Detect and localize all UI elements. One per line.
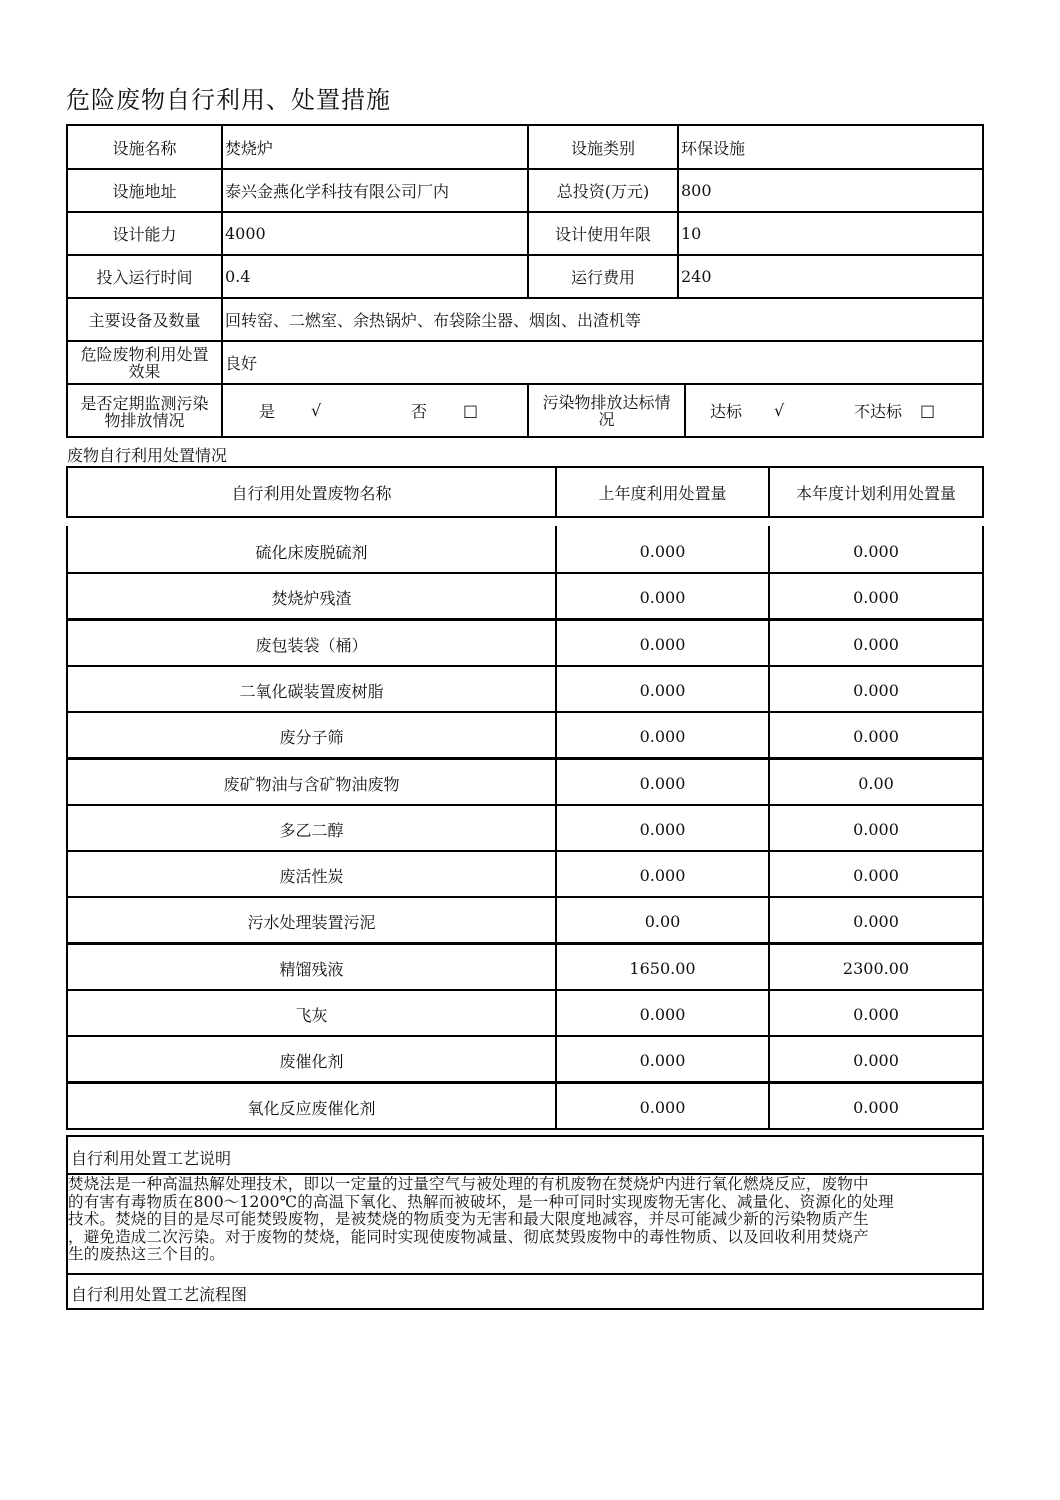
plan-amount-cell: 0.000 — [853, 634, 899, 654]
capacity-label: 设计能力 — [112, 225, 177, 244]
waste-name-cell: 精馏残液 — [279, 959, 344, 979]
waste-name-cell: 废催化剂 — [279, 1051, 344, 1071]
plan-amount-cell: 0.000 — [853, 819, 899, 839]
last-year-amount-cell: 0.00 — [644, 911, 681, 931]
waste-name-cell: 废包装袋（桶） — [255, 635, 368, 655]
plan-amount-cell: 0.000 — [853, 1097, 899, 1117]
plan-amount-cell: 0.000 — [853, 1004, 899, 1024]
last-year-amount-cell: 0.000 — [639, 865, 686, 885]
facility-address-value: 泰兴金燕化学科技有限公司厂内 — [225, 182, 450, 201]
process-line: ，避免造成二次污染。对于废物的焚烧，能同时实现使废物减量、彻底焚毁废物中的毒性物质、以及回收利用焚烧产 — [68, 1227, 869, 1246]
process-flow-label: 自行利用处置工艺流程图 — [71, 1285, 248, 1304]
process-line: 的有害有毒物质在800～1200℃的高温下氧化、热解而被破坏，是一种可同时实现废物无害化、减量化、资源化的处理 — [68, 1192, 894, 1211]
monitor-yes-check: √ — [311, 401, 322, 420]
process-description-text — [68, 1176, 980, 1264]
plan-amount-cell: 0.000 — [853, 541, 899, 561]
cost-value: 240 — [681, 267, 712, 286]
monitor-no-checkbox: □ — [463, 401, 479, 420]
last-year-amount-cell: 0.000 — [639, 541, 686, 561]
facility-address-label: 设施地址 — [112, 182, 177, 201]
start-time-label: 投入运行时间 — [96, 268, 193, 287]
last-year-amount-cell: 0.000 — [639, 634, 686, 654]
monitor-label-line1: 是否定期监测污染 — [80, 393, 209, 413]
last-year-amount-cell: 1650.00 — [629, 958, 696, 978]
process-line: 技术。焚烧的目的是尽可能焚毁废物，是被焚烧的物质变为无害和最大限度地减容，并尽可能减少新的污染物质产生 — [68, 1210, 869, 1228]
capacity-value: 4000 — [225, 224, 266, 243]
waste-name-cell: 二氧化碳装置废树脂 — [239, 681, 384, 701]
waste-name-cell: 硫化床废脱硫剂 — [255, 542, 368, 562]
standard-yes-label: 达标 — [710, 402, 743, 421]
standard-yes-check: √ — [774, 401, 785, 420]
waste-name-cell: 污水处理装置污泥 — [247, 912, 376, 932]
monitor-options — [223, 385, 527, 436]
process-line: 生的废热这三个目的。 — [68, 1245, 226, 1263]
last-year-amount-cell: 0.000 — [639, 680, 686, 700]
effect-value: 良好 — [225, 354, 258, 373]
plan-amount-cell: 0.000 — [853, 1050, 899, 1070]
standard-no-checkbox: □ — [920, 401, 936, 420]
last-year-amount-cell: 0.000 — [639, 1050, 686, 1070]
page-title: 危险废物自行利用、处置措施 — [66, 86, 391, 114]
waste-name-cell: 废活性炭 — [279, 866, 344, 886]
last-year-amount-cell: 0.000 — [639, 1097, 686, 1117]
plan-amount-cell: 0.000 — [853, 911, 899, 931]
plan-amount-cell: 0.000 — [853, 726, 899, 746]
standard-label — [529, 385, 684, 436]
usage-section-label: 废物自行利用处置情况 — [67, 446, 228, 465]
lifetime-value: 10 — [681, 224, 702, 243]
last-year-amount-cell: 0.000 — [639, 726, 686, 746]
waste-header-name: 自行利用处置废物名称 — [231, 483, 392, 503]
facility-name-value: 焚烧炉 — [225, 138, 274, 158]
process-description-label: 自行利用处置工艺说明 — [71, 1149, 232, 1168]
cost-label: 运行费用 — [570, 268, 635, 287]
investment-value: 800 — [681, 181, 712, 200]
effect-label — [68, 342, 221, 383]
monitor-no-label: 否 — [411, 402, 428, 421]
facility-name-label: 设施名称 — [112, 138, 177, 158]
plan-amount-cell: 0.000 — [853, 865, 899, 885]
effect-label-line2: 效果 — [128, 361, 161, 381]
equipment-value: 回转窑、二燃室、余热锅炉、布袋除尘器、烟囱、出渣机等 — [225, 311, 642, 330]
waste-name-cell: 焚烧炉残渣 — [271, 588, 352, 608]
effect-label-line1: 危险废物利用处置 — [80, 344, 209, 364]
standard-no-label: 不达标 — [854, 402, 903, 421]
waste-header-plan: 本年度计划利用处置量 — [795, 483, 956, 503]
last-year-amount-cell: 0.000 — [639, 819, 686, 839]
waste-header-last-year: 上年度利用处置量 — [598, 483, 727, 503]
facility-type-value: 环保设施 — [681, 138, 746, 158]
last-year-amount-cell: 0.000 — [639, 773, 686, 793]
standard-options — [686, 385, 982, 436]
plan-amount-cell: 0.000 — [853, 587, 899, 607]
facility-type-label: 设施类别 — [570, 138, 635, 158]
waste-name-cell: 多乙二醇 — [279, 820, 344, 840]
waste-name-cell: 氧化反应废催化剂 — [247, 1098, 376, 1118]
waste-name-cell: 废分子筛 — [279, 727, 344, 747]
plan-amount-cell: 2300.00 — [842, 958, 910, 978]
monitor-label — [68, 385, 221, 438]
process-line: 焚烧法是一种高温热解处理技术，即以一定量的过量空气与被处理的有机废物在焚烧炉内进行氧化燃烧反应，废物中 — [68, 1175, 869, 1193]
lifetime-label: 设计使用年限 — [554, 225, 651, 244]
last-year-amount-cell: 0.000 — [639, 1004, 686, 1024]
plan-amount-cell: 0.00 — [858, 773, 894, 793]
waste-name-cell: 飞灰 — [295, 1005, 328, 1025]
start-time-value: 0.4 — [225, 267, 251, 286]
investment-label: 总投资(万元) — [556, 182, 650, 201]
monitor-yes-label: 是 — [259, 402, 276, 421]
plan-amount-cell: 0.000 — [853, 680, 899, 700]
monitor-label-line2: 物排放情况 — [104, 410, 185, 430]
last-year-amount-cell: 0.000 — [639, 587, 686, 607]
equipment-label: 主要设备及数量 — [88, 311, 201, 330]
standard-label-line1: 污染物排放达标情 — [542, 392, 671, 412]
waste-name-cell: 废矿物油与含矿物油废物 — [223, 774, 400, 794]
standard-label-line2: 况 — [598, 409, 615, 429]
